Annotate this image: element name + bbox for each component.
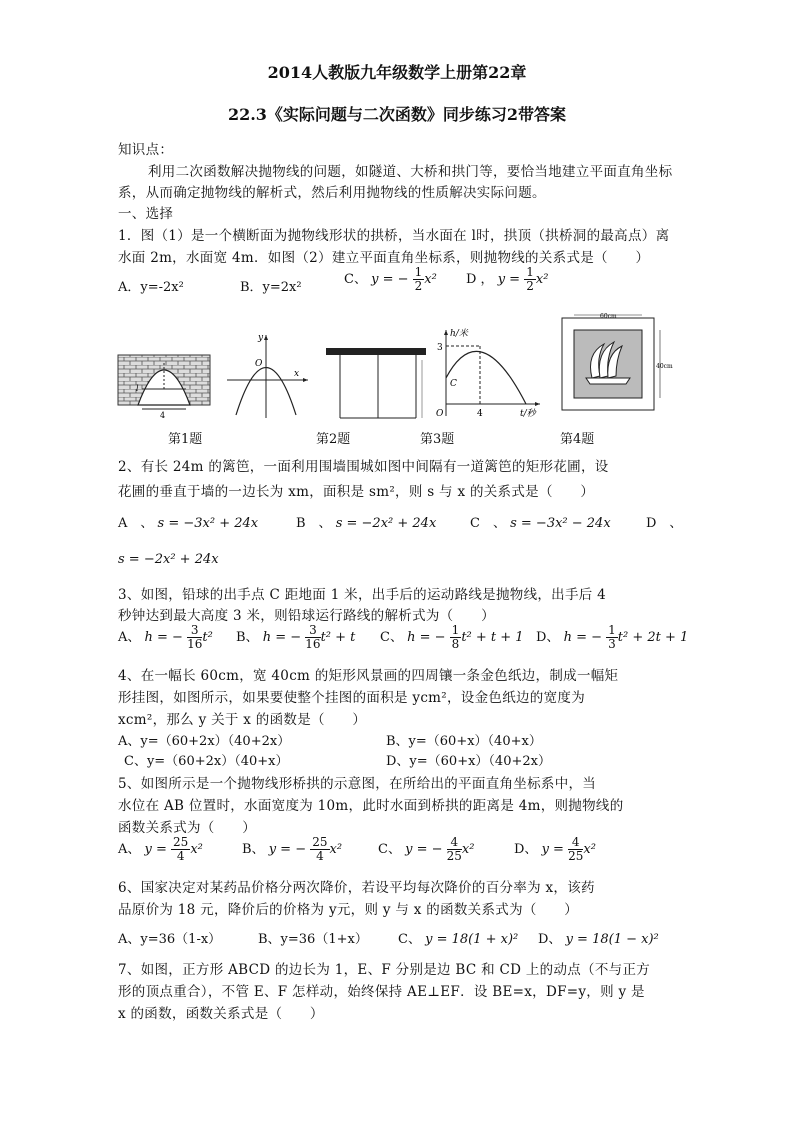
q3-option-a-lhs: h = − — [144, 630, 183, 645]
q3-option-d-lhs: h = − — [563, 630, 603, 645]
q5-option-a-lhs: y = — [144, 842, 167, 857]
fig1-label-l: l — [136, 384, 139, 393]
q6-option-d-expr: y = 18(1 − x)² — [565, 932, 659, 947]
q1-option-c-expr: y = − — [371, 272, 409, 287]
frac-numerator: 1 — [414, 265, 423, 279]
q5-option-a-frac — [171, 836, 190, 863]
frac-denominator: 2 — [526, 279, 534, 293]
q5-option-b-lhs: y = − — [268, 842, 307, 857]
q3-option-c-lhs: h = − — [407, 630, 446, 645]
figure-1-caption: 第1题 — [168, 432, 203, 447]
q2-line-2: 花圃的垂直于墙的一边长为 xm，面积是 sm²，则 s 与 x 的关系式是（ ） — [118, 484, 595, 500]
q2-line-1: 2、有长 24m 的篱笆，一面利用围墙围城如图中间隔有一道篱笆的矩形花圃，设 — [118, 459, 609, 475]
fig3-label-4: 4 — [477, 409, 483, 419]
q1-option-d-expr: y = — [497, 272, 521, 287]
frac-numerator: 25 — [173, 835, 189, 849]
frac-denominator: 16 — [187, 637, 203, 651]
q5-option-b — [242, 836, 342, 863]
frac-numerator: 4 — [447, 836, 462, 850]
q6-option-c-label: C、 — [398, 932, 421, 947]
q2-option-a-expr: s = −3x² + 24x — [157, 516, 259, 531]
q1-option-a: A．y=-2x² — [118, 280, 184, 295]
q6-line-2: 品原价为 18 元，降价后的价格为 y元，则 y 与 x 的函数关系式为（ ） — [118, 902, 579, 918]
q3-option-b-rhs: t² + t — [320, 630, 356, 645]
fig3-label-t: t/秒 — [520, 409, 536, 419]
q6-option-d-label: D、 — [538, 932, 562, 947]
figure-1-arch-bridge — [118, 325, 210, 420]
q3-option-d-label: D、 — [536, 630, 560, 645]
q6-option-b: B、y=36（1+x） — [258, 932, 368, 947]
q3-line-2: 秒钟达到最大高度 3 米，则铅球运行路线的解析式为（ ） — [118, 608, 495, 624]
fig2-label-y: y — [258, 333, 264, 343]
q3-option-c-rhs: t² + t + 1 — [461, 630, 524, 645]
q2-option-a — [118, 512, 258, 531]
q6-option-c-expr: y = 18(1 + x)² — [425, 932, 519, 947]
q5-option-d-rhs: x² — [583, 842, 596, 857]
q1-option-d — [466, 266, 548, 293]
fig3-label-3: 3 — [437, 343, 443, 353]
q4-option-b: B、y=（60+x）（40+x） — [386, 734, 542, 749]
knowledge-text-2: 系，从而确定抛物线的解析式，然后利用抛物线的性质解决实际问题。 — [118, 185, 546, 201]
q5-option-c-label: C、 — [378, 842, 401, 857]
q5-option-c — [378, 836, 474, 863]
q5-option-a — [118, 836, 203, 863]
frac-denominator: 4 — [316, 849, 324, 863]
q7-line-3: x 的函数，函数关系式是（ ） — [118, 1006, 324, 1022]
q6-option-d — [538, 928, 659, 947]
frac-denominator: 25 — [568, 849, 584, 863]
q5-line-2: 水位在 AB 位置时，水面宽度为 10m，此时水面到桥拱的距离是 4m，则抛物线的 — [118, 798, 624, 814]
q3-option-b-lhs: h = − — [262, 630, 302, 645]
q6-option-a: A、y=36（1-x） — [118, 932, 222, 947]
frac-denominator: 16 — [305, 637, 321, 651]
q2-option-c-expr: s = −3x² − 24x — [510, 516, 611, 531]
q4-option-c: C、y=（60+2x）（40+x） — [124, 754, 289, 769]
q1-option-c-var: x² — [424, 272, 437, 287]
q2-option-d-label: D 、 — [646, 516, 683, 531]
q5-option-b-rhs: x² — [329, 842, 343, 857]
q3-option-d-rhs: t² + 2t + 1 — [617, 630, 689, 645]
q3-option-b — [236, 624, 355, 651]
frac-numerator: 3 — [187, 624, 202, 638]
q4-line-2: 形挂图，如图所示，如果要使整个挂图的面积是 ycm²，设金色纸边的宽度为 — [118, 690, 585, 706]
q3-option-d-frac — [606, 624, 618, 651]
figure-2-caption: 第2题 — [316, 432, 351, 447]
q2-option-b-label: B 、 — [296, 516, 332, 531]
q3-option-c-label: C、 — [380, 630, 403, 645]
frac-denominator: 25 — [446, 849, 462, 863]
knowledge-text-1: 利用二次函数解决抛物线的问题，如隧道、大桥和拱门等，要恰当地建立平面直角坐标 — [148, 164, 673, 180]
q3-option-c-frac — [450, 624, 462, 651]
q3-line-1: 3、如图，铅球的出手点 C 距地面 1 米，出手后的运动路线是抛物线，出手后 4 — [118, 587, 607, 603]
figure-3-caption: 第3题 — [420, 432, 455, 447]
fig2-label-x: x — [294, 369, 300, 379]
fig2-label-o: O — [255, 359, 263, 369]
frac-numerator: 25 — [312, 835, 328, 849]
q2-option-d-expr: s = −2x² + 24x — [118, 552, 219, 567]
q3-option-a-label: A、 — [118, 630, 141, 645]
q5-option-b-frac — [310, 836, 329, 863]
q1-line-2: 水面 2m，水面宽 4m．如图（2）建立平面直角坐标系，则抛物线的关系式是（ ） — [118, 250, 650, 266]
q2-option-b-expr: s = −2x² + 24x — [335, 516, 437, 531]
q5-option-b-label: B、 — [242, 842, 265, 857]
frac-numerator: 3 — [305, 624, 320, 638]
q5-option-c-rhs: x² — [461, 842, 475, 857]
q1-option-c-label: C、 — [344, 272, 367, 287]
q6-option-c — [398, 928, 518, 947]
q5-option-c-lhs: y = − — [405, 842, 443, 857]
section-heading: 一、选择 — [118, 206, 174, 222]
fig3-label-c: C — [450, 379, 457, 389]
q2-option-c-label: C 、 — [470, 516, 506, 531]
q3-option-d — [536, 624, 688, 651]
q3-option-a-rhs: t² — [202, 630, 213, 645]
frac-numerator: 1 — [451, 623, 460, 637]
q1-option-c-frac — [413, 266, 425, 293]
q7-line-1: 7、如图，正方形 ABCD 的边长为 1，E、F 分别是边 BC 和 CD 上的动点（不与正方 — [118, 962, 651, 978]
frac-denominator: 4 — [176, 849, 185, 863]
fig4-label-right: 40cm — [656, 363, 673, 370]
q1-option-b: B．y=2x² — [240, 280, 302, 295]
q5-option-a-rhs: x² — [190, 842, 203, 857]
fig3-label-h: h/米 — [450, 329, 468, 339]
q1-option-d-frac — [524, 266, 536, 293]
q3-option-b-frac — [305, 624, 320, 651]
q4-option-d: D、y=（60+x）（40+2x） — [386, 754, 551, 769]
q7-line-2: 形的顶点重合），不管 E、F 怎样动，始终保持 AE⊥EF．设 BE=x，DF=y，则 y 是 — [118, 984, 645, 1000]
q3-option-b-label: B、 — [236, 630, 259, 645]
frac-denominator: 3 — [608, 637, 616, 651]
q6-line-1: 6、国家决定对某药品价格分两次降价，若设平均每次降价的百分率为 x，该药 — [118, 880, 595, 896]
document-title: 2014人教版九年级数学上册第22章 — [267, 63, 527, 82]
q5-line-3: 函数关系式为（ ） — [118, 820, 256, 836]
q3-option-c — [380, 624, 524, 651]
q1-line-1: 1．图（1）是一个横断面为抛物线形状的拱桥，当水面在 l时，拱顶（拱桥洞的最高点）离 — [118, 228, 670, 244]
document-subtitle: 22.3《实际问题与二次函数》同步练习2带答案 — [227, 105, 567, 124]
frac-numerator: 1 — [526, 265, 534, 279]
q2-option-c — [470, 512, 611, 531]
q5-option-a-label: A、 — [118, 842, 141, 857]
frac-numerator: 4 — [568, 836, 583, 850]
q4-option-a: A、y=（60+2x）（40+2x） — [118, 734, 291, 749]
figure-3-fence-garden — [326, 348, 426, 420]
figure-5-framed-picture — [556, 310, 673, 414]
fig4-label-top: 60cm — [600, 313, 617, 320]
frac-denominator: 2 — [414, 279, 423, 293]
q3-option-a-frac — [187, 624, 202, 651]
q1-option-d-var: x² — [535, 272, 549, 287]
fig1-label-4: 4 — [160, 411, 166, 420]
q2-option-a-label: A 、 — [118, 516, 154, 531]
figure-4-shotput-graph — [428, 326, 544, 422]
figure-4-caption: 第4题 — [560, 432, 595, 447]
q1-option-d-label: D ， — [466, 272, 494, 287]
q1-option-c — [344, 266, 437, 293]
q5-option-d-label: D、 — [514, 842, 538, 857]
knowledge-label: 知识点： — [118, 142, 174, 158]
q5-option-d — [514, 836, 596, 863]
fig3-label-o: O — [436, 409, 444, 419]
q3-option-a — [118, 624, 213, 651]
frac-denominator: 8 — [451, 637, 460, 651]
q4-line-3: xcm²，那么 y 关于 x 的函数是（ ） — [118, 712, 367, 728]
q4-line-1: 4、在一幅长 60cm，宽 40cm 的矩形风景画的四周镶一条金色纸边，制成一幅矩 — [118, 668, 619, 684]
q5-option-d-lhs: y = — [541, 842, 564, 857]
q5-line-1: 5、如图所示是一个抛物线形桥拱的示意图，在所给出的平面直角坐标系中，当 — [118, 776, 597, 792]
q5-option-c-frac — [447, 836, 462, 863]
q2-option-b — [296, 512, 436, 531]
q5-option-d-frac — [568, 836, 583, 863]
frac-numerator: 1 — [608, 623, 616, 637]
figure-2-parabola-axes — [222, 330, 312, 420]
